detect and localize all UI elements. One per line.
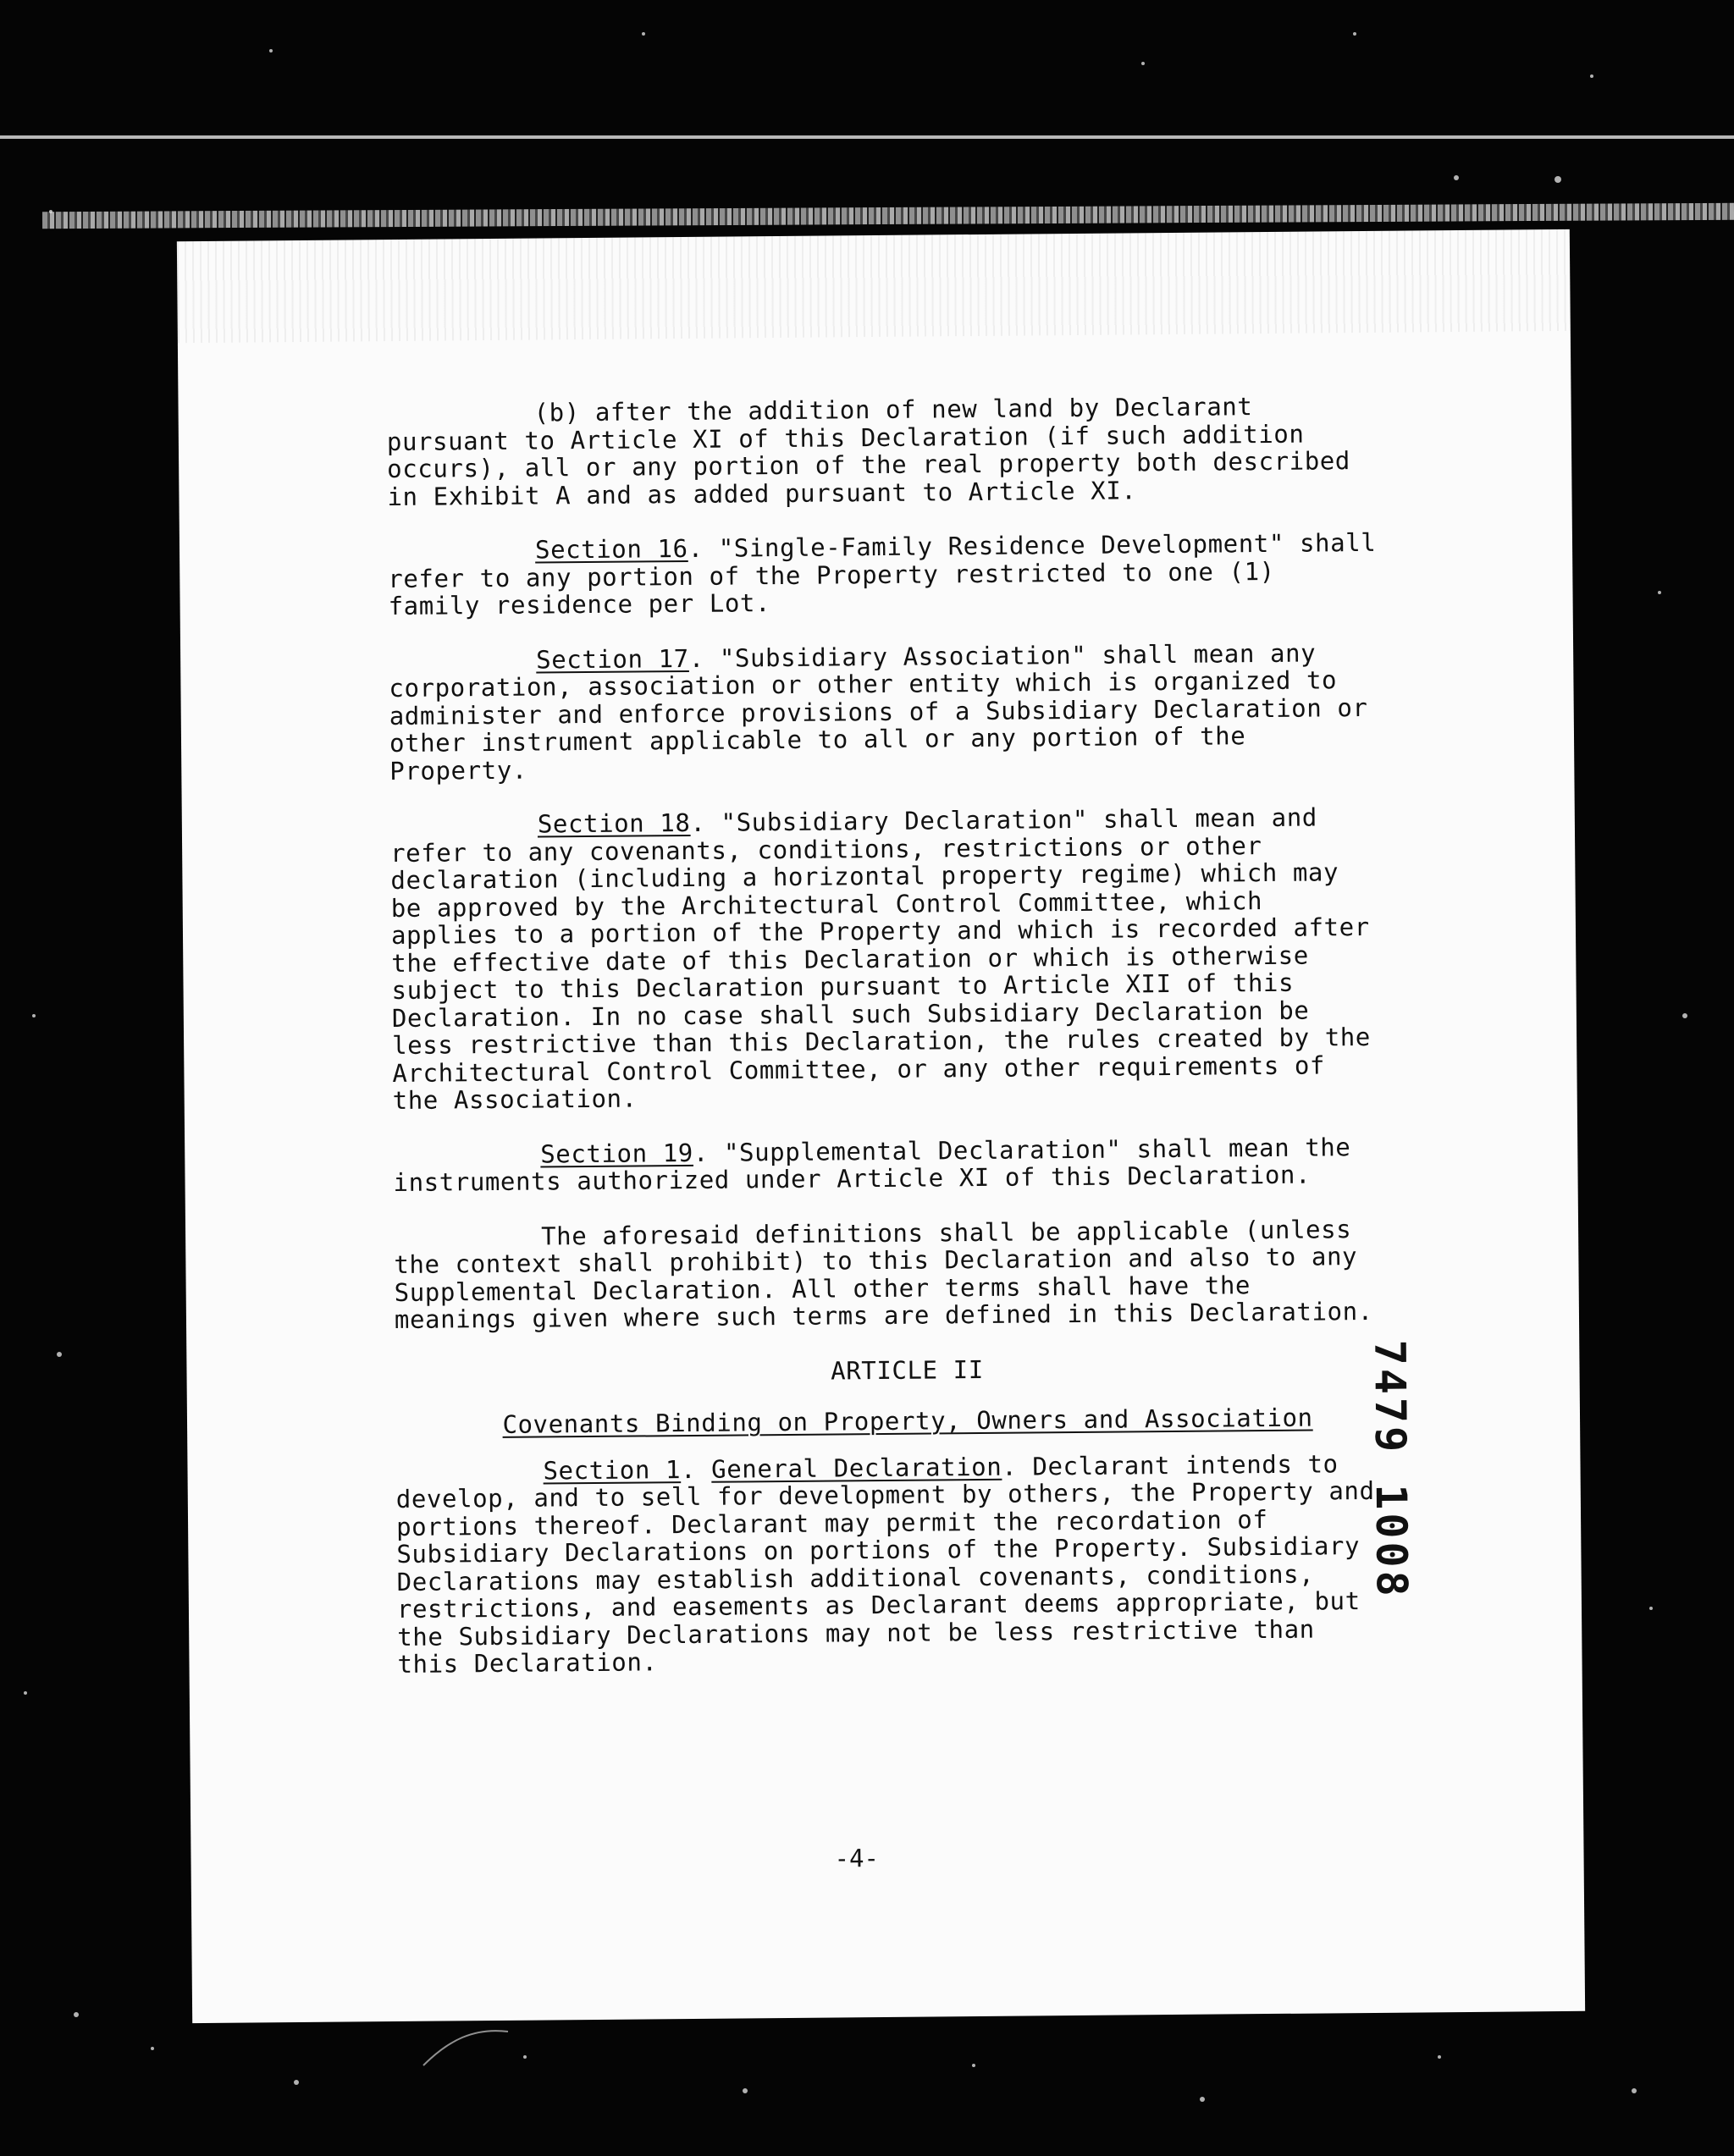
article-title: Covenants Binding on Property, Owners and Association bbox=[502, 1403, 1313, 1439]
section-1-subtitle: General Declaration bbox=[711, 1452, 1002, 1484]
section-1-separator: . bbox=[680, 1454, 712, 1484]
scan-edge-strip bbox=[42, 203, 1734, 229]
definitions-note bbox=[394, 1215, 1385, 1333]
definitions-note-text: The aforesaid definitions shall be applicable (unless the context shall prohibit) to this Declaration and also to any Supplemental Declaration. All other terms shall have the meanings given where such terms are defined in this Declaration. bbox=[394, 1214, 1373, 1335]
section-19 bbox=[393, 1133, 1384, 1196]
section-1-label: Section 1 bbox=[543, 1454, 682, 1485]
section-1-text: . Declarant intends to develop, and to sell for development by others, the Property and portions thereof. Declarant may permit the recordation of Subsidiary Declarations on portions of the Property. Subsidiary Declarations may establish additional covenants, conditions, restrictions, and easements as Declarant deems appropriate, but the Subsidiary Declarations may not be less restrictive than this Declaration. bbox=[395, 1448, 1375, 1679]
section-18-label: Section 18 bbox=[537, 808, 691, 839]
section-17 bbox=[389, 638, 1380, 785]
paragraph-b-text: after the addition of new land by Declarant pursuant to Article XI of this Declaration (if such addition occurs), all or any portion of the real property both described in Exhibit A and as added pursuant to Article XI. bbox=[386, 392, 1351, 511]
section-16-text: . "Single-Family Residence Development" shall refer to any portion of the Property restricted to one (1) family residence per Lot. bbox=[388, 527, 1377, 621]
section-19-text: . "Supplemental Declaration" shall mean the instruments authorized under Article XI of this Declaration. bbox=[393, 1132, 1351, 1198]
section-19-label: Section 19 bbox=[540, 1138, 694, 1169]
article-2-section-1 bbox=[395, 1449, 1388, 1678]
section-16 bbox=[388, 529, 1379, 620]
section-17-text: . "Subsidiary Association" shall mean any corporation, association or other entity which is organized to administer and enforce provisions of a Subsidiary Declaration or other instrument applicable to all or any portion of the Property. bbox=[389, 637, 1368, 786]
page-speckle bbox=[177, 229, 1571, 343]
document-page bbox=[177, 229, 1585, 2023]
scan-top-line bbox=[0, 135, 1734, 139]
article-heading: ARTICLE II bbox=[831, 1354, 984, 1386]
section-18 bbox=[390, 803, 1383, 1115]
section-17-label: Section 17 bbox=[536, 643, 689, 675]
document-body bbox=[386, 392, 1388, 1706]
section-16-label: Section 16 bbox=[534, 533, 688, 565]
paragraph-b bbox=[386, 392, 1378, 510]
section-18-text: . "Subsidiary Declaration" shall mean and refer to any covenants, conditions, restrictions or other declaration (including a horizontal property regime) which may be approved by the Architectural Control Committee, which applies to a portion of the Property and which is recorded after the effective date of this Declaration or which is otherwise subject to this Declaration pursuant to Article XII of this Declaration. In no case shall such Subsidiary Declaration be less restrictive than this Declaration, the rules created by the Architectural Control Committee, or any other requirements of the Association. bbox=[390, 802, 1372, 1116]
margin-stamp: 7479 1008 bbox=[1365, 1339, 1416, 1600]
page-number: -4- bbox=[834, 1844, 880, 1873]
paragraph-b-lead: (b) bbox=[533, 397, 596, 427]
